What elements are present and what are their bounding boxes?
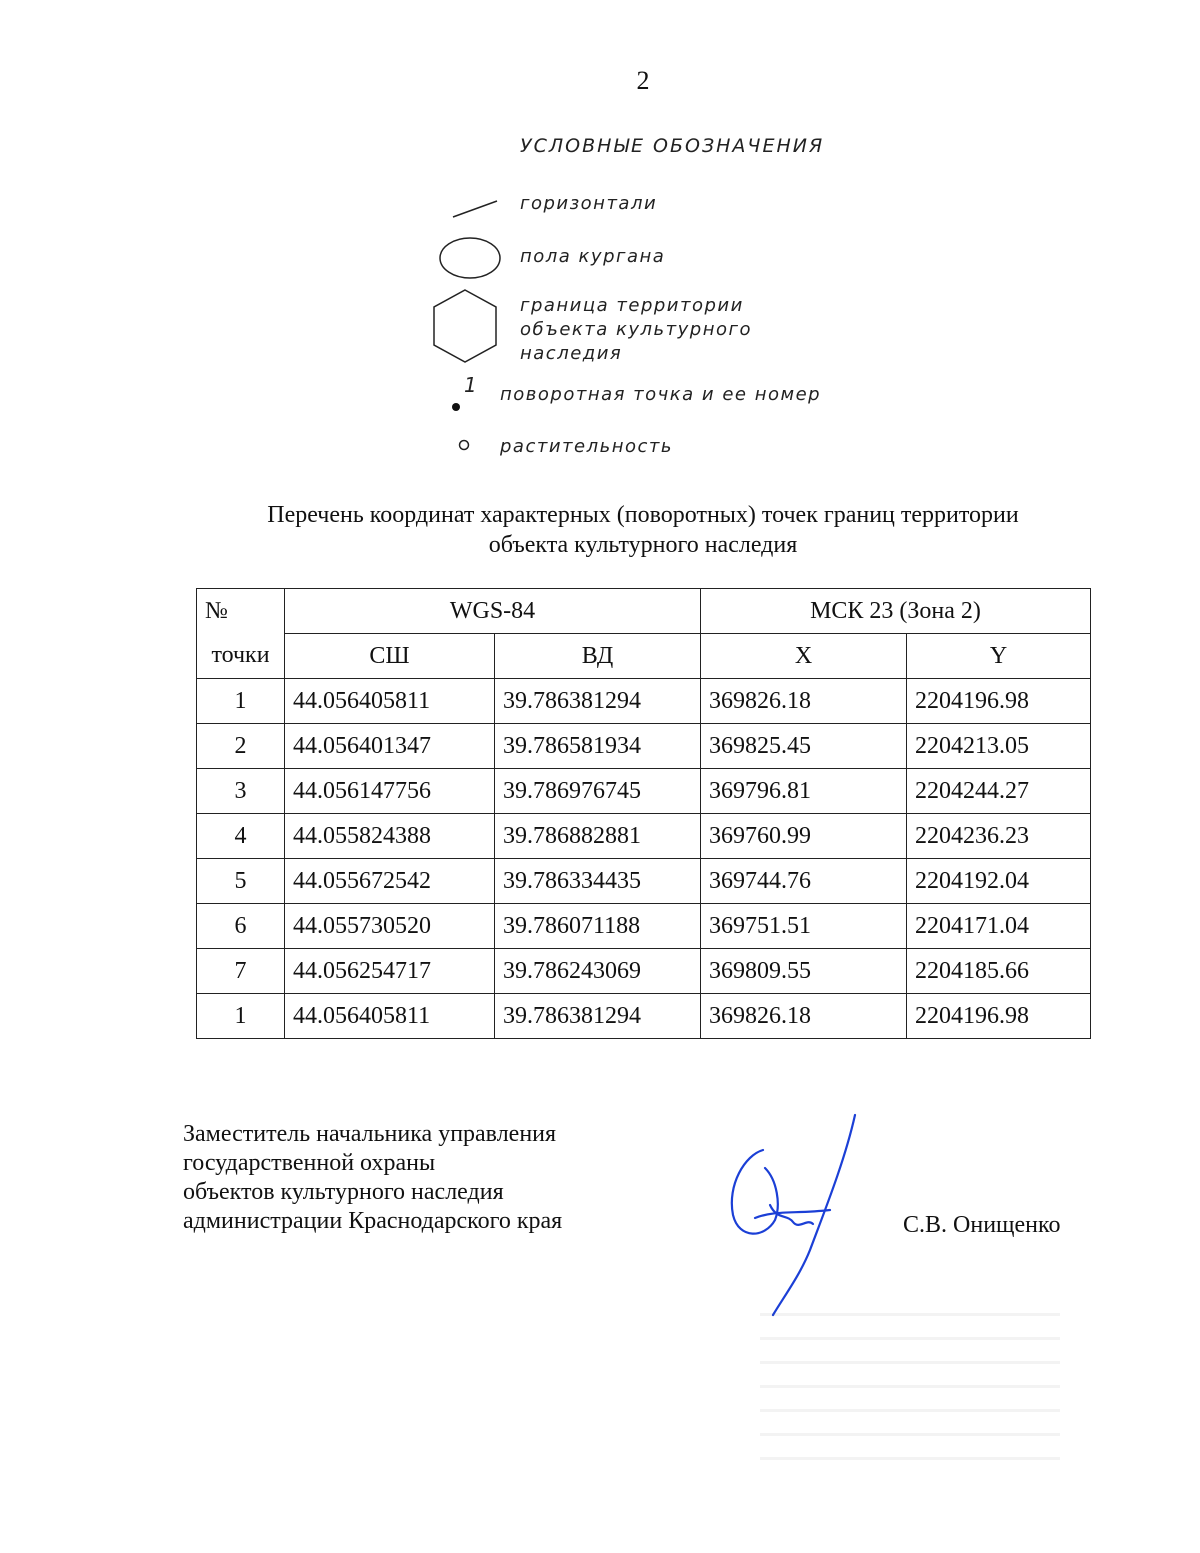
caption-line-1: Перечень координат характерных (поворотных) точек границ территории: [267, 502, 1019, 528]
hexagon-boundary-icon: [430, 287, 500, 365]
signer-name: С.В. Онищенко: [903, 1212, 1061, 1238]
table-row: [197, 949, 1091, 994]
handwritten-signature: [715, 1110, 865, 1320]
table-row: [197, 814, 1091, 859]
cell-x: 369825.45: [701, 724, 907, 769]
faint-bleedthrough: [760, 1300, 1060, 1460]
cell-point-number: 1: [197, 679, 285, 724]
table-body: [197, 679, 1091, 1039]
legend-label-boundary-line1: граница территории: [520, 295, 744, 316]
cell-lon: 39.786581934: [495, 724, 701, 769]
cell-lat: 44.056401347: [285, 724, 495, 769]
table-caption: [0, 500, 1200, 560]
table-row: [197, 859, 1091, 904]
header-lon: ВД: [495, 634, 701, 679]
cell-point-number: 7: [197, 949, 285, 994]
cell-point-number: 5: [197, 859, 285, 904]
legend-label-kurgan: пола кургана: [520, 246, 666, 267]
cell-x: 369744.76: [701, 859, 907, 904]
signer-line-1: Заместитель начальника управления: [183, 1121, 557, 1147]
cell-y: 2204185.66: [907, 949, 1091, 994]
header-number-top: №: [197, 589, 285, 634]
turning-point-dot: [452, 403, 460, 411]
signer-title: [183, 1120, 562, 1236]
cell-y: 2204196.98: [907, 679, 1091, 724]
caption-line-2: объекта культурного наследия: [488, 532, 798, 558]
header-y: Y: [907, 634, 1091, 679]
cell-point-number: 6: [197, 904, 285, 949]
cell-x: 369751.51: [701, 904, 907, 949]
vegetation-circle-icon: [456, 437, 472, 453]
table-row: [197, 724, 1091, 769]
cell-x: 369826.18: [701, 994, 907, 1039]
table-row: [197, 904, 1091, 949]
signer-line-4: администрации Краснодарского края: [183, 1208, 563, 1234]
cell-lat: 44.055824388: [285, 814, 495, 859]
header-lat: СШ: [285, 634, 495, 679]
cell-lon: 39.786381294: [495, 679, 701, 724]
contour-line-icon: [450, 195, 500, 221]
cell-lon: 39.786334435: [495, 859, 701, 904]
kurgan-ellipse-icon: [437, 235, 503, 281]
cell-y: 2204236.23: [907, 814, 1091, 859]
turning-point-icon: [448, 373, 478, 413]
cell-lon: 39.786243069: [495, 949, 701, 994]
page-number: 2: [636, 66, 650, 95]
cell-point-number: 1: [197, 994, 285, 1039]
header-row-top: [197, 589, 1091, 634]
header-wgs84: WGS-84: [285, 589, 701, 634]
header-row-bottom: [197, 634, 1091, 679]
legend-label-turning-point: поворотная точка и ее номер: [500, 384, 822, 405]
legend-label-boundary-line3: наследия: [520, 343, 623, 364]
cell-x: 369809.55: [701, 949, 907, 994]
cell-y: 2204192.04: [907, 859, 1091, 904]
cell-lon: 39.786882881: [495, 814, 701, 859]
header-number-bottom: точки: [197, 634, 285, 679]
cell-lat: 44.056405811: [285, 994, 495, 1039]
cell-lon: 39.786381294: [495, 994, 701, 1039]
legend-title: УСЛОВНЫЕ ОБОЗНАЧЕНИЯ: [520, 135, 825, 157]
cell-lat: 44.055730520: [285, 904, 495, 949]
cell-lat: 44.056254717: [285, 949, 495, 994]
cell-lon: 39.786071188: [495, 904, 701, 949]
legend-label-boundary: [520, 294, 752, 366]
cell-y: 2204196.98: [907, 994, 1091, 1039]
legend-label-contour: горизонтали: [520, 193, 658, 214]
cell-lon: 39.786976745: [495, 769, 701, 814]
table-row: [197, 679, 1091, 724]
cell-y: 2204213.05: [907, 724, 1091, 769]
turning-point-number: 1: [464, 373, 477, 397]
header-msk23: МСК 23 (Зона 2): [701, 589, 1091, 634]
cell-lat: 44.056147756: [285, 769, 495, 814]
signer-line-3: объектов культурного наследия: [183, 1179, 504, 1205]
cell-y: 2204244.27: [907, 769, 1091, 814]
table-row: [197, 769, 1091, 814]
cell-x: 369760.99: [701, 814, 907, 859]
cell-point-number: 4: [197, 814, 285, 859]
cell-lat: 44.055672542: [285, 859, 495, 904]
coordinates-table: [196, 588, 1091, 1039]
legend-label-vegetation: растительность: [500, 436, 673, 457]
table-row: [197, 994, 1091, 1039]
cell-x: 369796.81: [701, 769, 907, 814]
cell-point-number: 2: [197, 724, 285, 769]
legend-label-boundary-line2: объекта культурного: [520, 319, 752, 340]
cell-y: 2204171.04: [907, 904, 1091, 949]
header-x: X: [701, 634, 907, 679]
cell-x: 369826.18: [701, 679, 907, 724]
cell-point-number: 3: [197, 769, 285, 814]
cell-lat: 44.056405811: [285, 679, 495, 724]
signer-line-2: государственной охраны: [183, 1150, 436, 1176]
